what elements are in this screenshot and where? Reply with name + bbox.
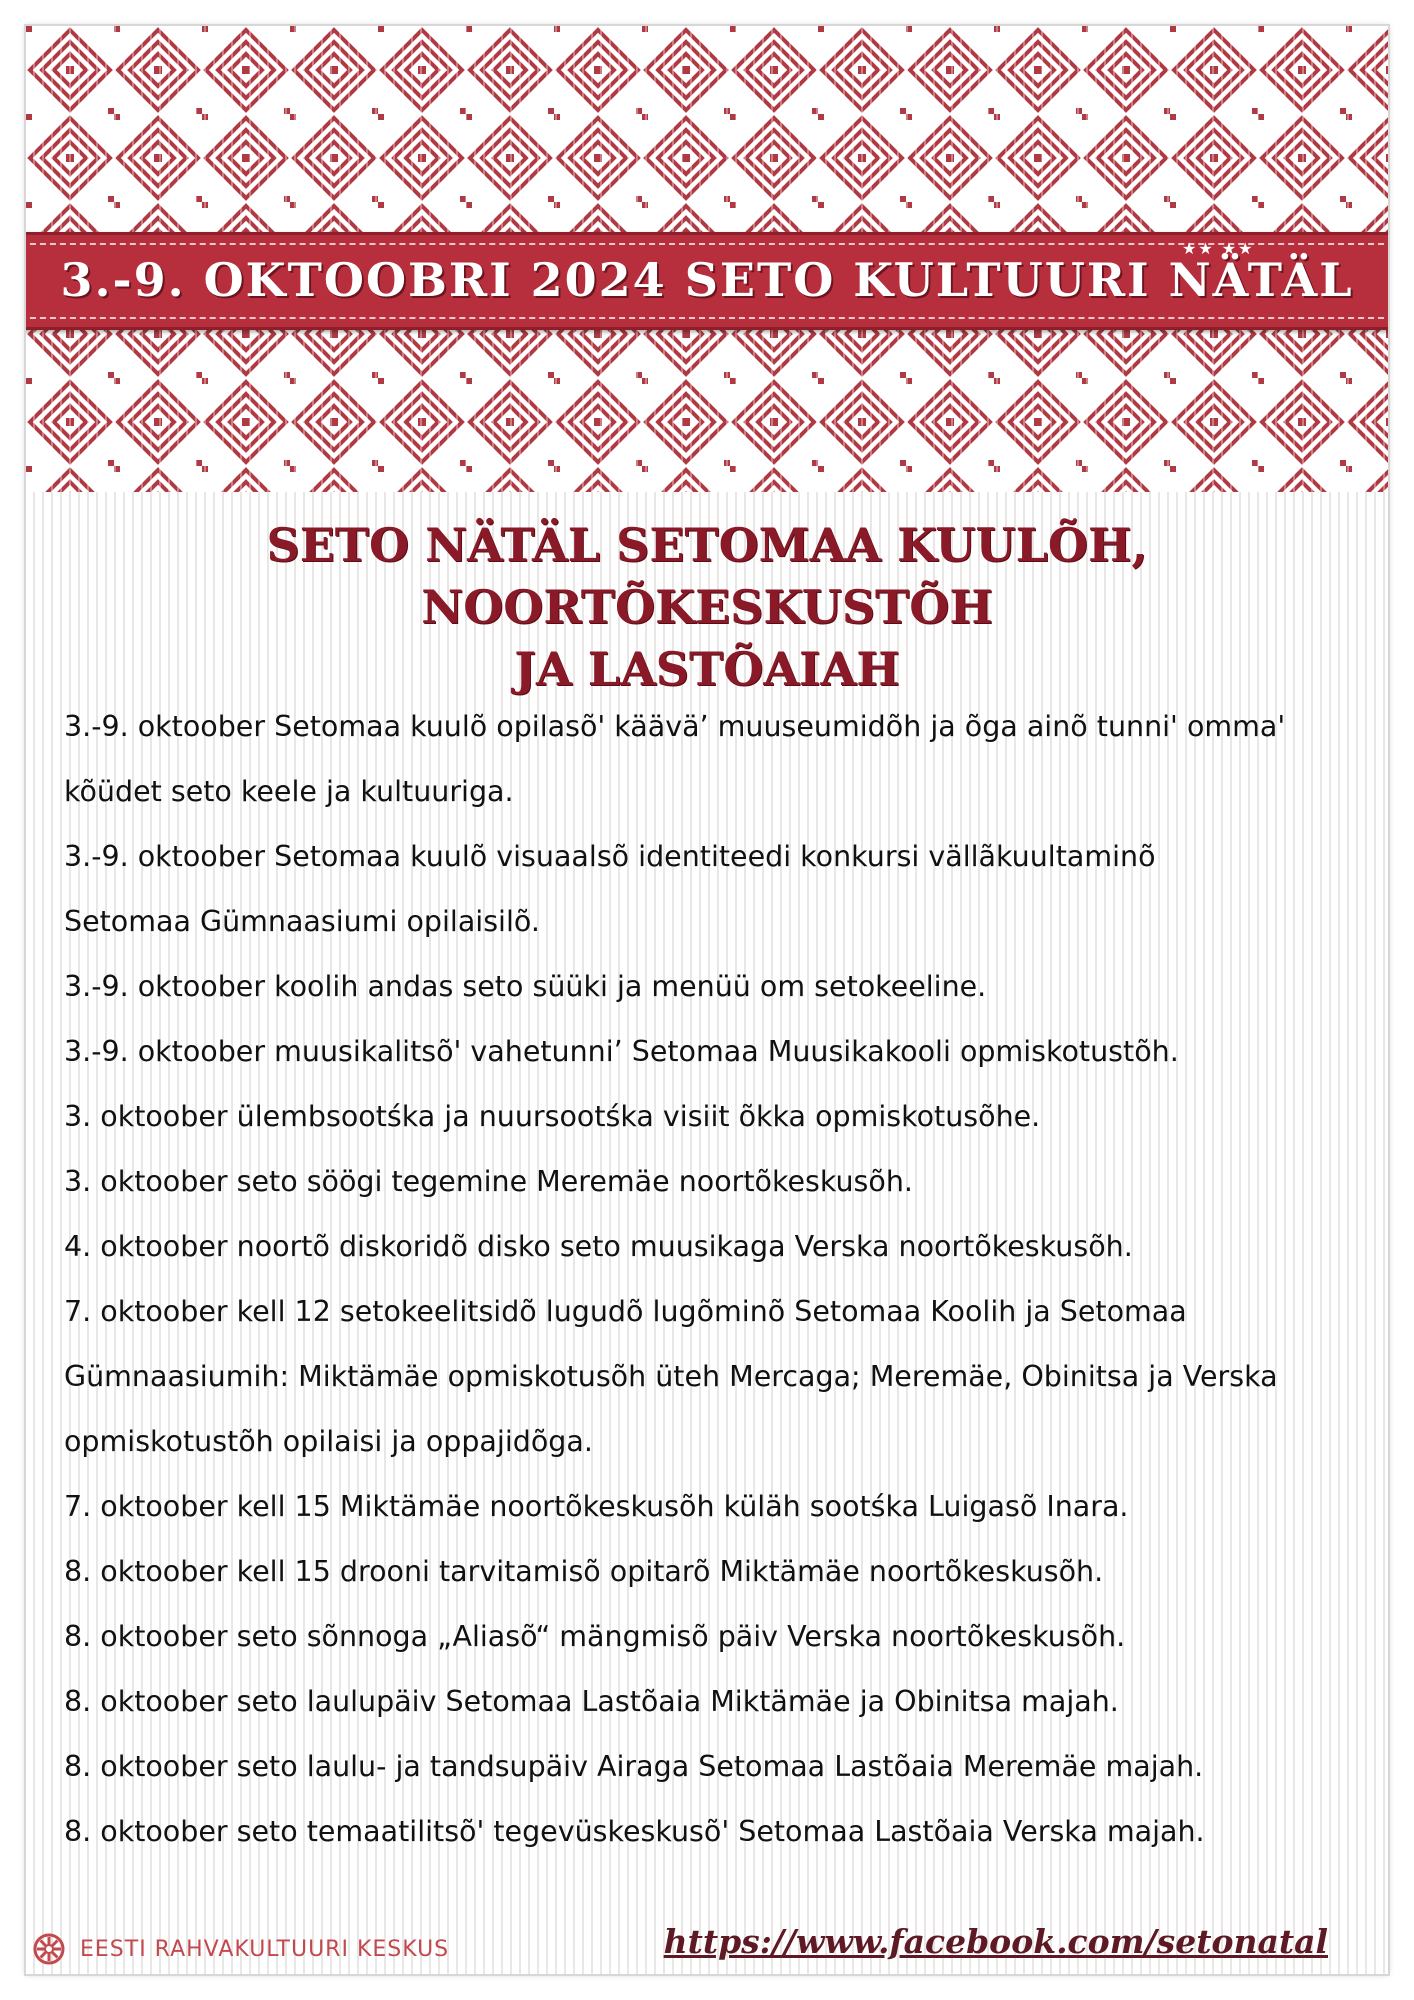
event-line: 3. oktoober ülembsootśka ja nuursootśka visiit õkka opmiskotusõhe. — [64, 1100, 1041, 1133]
event-line: 7. oktoober kell 12 setokeelitsidõ lugudõ lugõminõ Setomaa Koolih ja Setomaa — [64, 1295, 1187, 1328]
event-line: 3.-9. oktoober muusikalitsõ' vahetunniʼ Setomaa Muusikakooli opmiskotustõh. — [64, 1035, 1179, 1068]
title-banner — [26, 232, 1388, 330]
event-line: 4. oktoober noortõ diskoridõ disko seto muusikaga Verska noortõkeskusõh. — [64, 1230, 1133, 1263]
erk-logo — [32, 1932, 449, 1966]
event-line: 7. oktoober kell 15 Miktämäe noortõkeskusõh küläh sootśka Luigasõ Inara. — [64, 1490, 1129, 1523]
event-line: 8. oktoober seto laulupäiv Setomaa Lastõaia Miktämäe ja Obinitsa majah. — [64, 1685, 1119, 1718]
event-line: 3. oktoober seto söögi tegemine Meremäe noortõkeskusõh. — [64, 1165, 913, 1198]
stars-decoration: ★★ ★★ — [1182, 239, 1255, 258]
heading-line-1: SETO NÄTÄL SETOMAA KUULÕH, NOORTÕKESKUSTÕH — [266, 518, 1148, 634]
poster — [26, 26, 1388, 1974]
event-line: 8. oktoober kell 15 drooni tarvitamisõ opitarõ Miktämäe noortõkeskusõh. — [64, 1555, 1104, 1588]
event-list — [64, 694, 1374, 1864]
event-line: opmiskotustõh opilaisi ja oppajidõga. — [64, 1425, 593, 1458]
event-line: kõüdet seto keele ja kultuuriga. — [64, 775, 514, 808]
event-line: 3.-9. oktoober koolih andas seto süüki ja menüü om setokeeline. — [64, 970, 987, 1003]
facebook-link[interactable]: https://www.facebook.com/setonatal — [663, 1922, 1328, 1961]
event-line: 8. oktoober seto laulu- ja tandsupäiv Airaga Setomaa Lastõaia Meremäe majah. — [64, 1750, 1204, 1783]
event-line: Setomaa Gümnaasiumi opilaisilõ. — [64, 905, 540, 938]
event-line: 8. oktoober seto temaatilitsõ' tegevüskeskusõ' Setomaa Lastõaia Verska majah. — [64, 1815, 1205, 1848]
banner-title: 3.-9. OKTOOBRI 2024 SETO KULTUURI NÄTÄL — [60, 253, 1354, 307]
event-line: 3.-9. oktoober Setomaa kuulõ visuaalsõ identiteedi konkursi vällãkuultaminõ — [64, 840, 1156, 873]
event-line: 3.-9. oktoober Setomaa kuulõ opilasõ' kääväʼ muuseumidõh ja õga ainõ tunni' omma' — [64, 710, 1286, 743]
logo-text: EESTI RAHVAKULTUURI KESKUS — [80, 1936, 450, 1962]
heading-line-2: JA LASTÕAIAH — [514, 642, 900, 696]
event-line: Gümnaasiumih: Miktämäe opmiskotusõh üteh Mercaga; Meremäe, Obinitsa ja Verska — [64, 1360, 1278, 1393]
event-line: 8. oktoober seto sõnnoga „Aliasõ“ mängmisõ päiv Verska noortõkeskusõh. — [64, 1620, 1126, 1653]
main-heading — [26, 514, 1388, 700]
sun-emblem-icon — [32, 1932, 66, 1966]
